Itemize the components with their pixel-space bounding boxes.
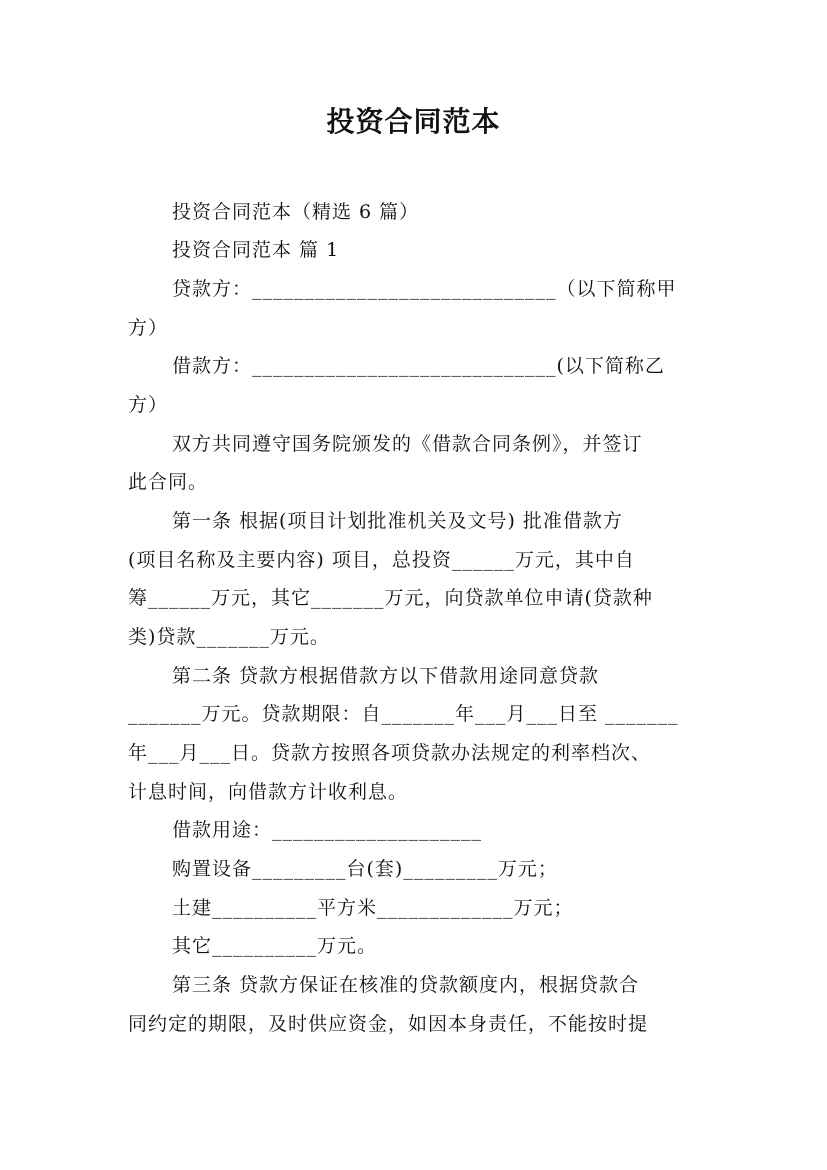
borrower-line: 借款方：_____________________________(以下简称乙 xyxy=(172,355,665,377)
article-3-line: 第三条 贷款方保证在核准的贷款额度内，根据贷款合 xyxy=(172,974,640,996)
article-1-line: 类)贷款_______万元。 xyxy=(128,626,330,648)
article-3-line: 同约定的期限，及时供应资金，如因本身责任，不能按时提 xyxy=(128,1013,649,1035)
section-heading: 投资合同范本 篇 1 xyxy=(172,239,340,261)
paragraph-line: 此合同。 xyxy=(128,471,209,493)
article-2-line: _______万元。贷款期限：自_______年___月___日至 _______ xyxy=(128,703,679,725)
paragraph-line: 双方共同遵守国务院颁发的《借款合同条例》，并签订 xyxy=(172,433,643,455)
article-1-line: 筹______万元，其它_______万元，向贷款单位申请(贷款种 xyxy=(128,587,653,609)
article-1-line: (项目名称及主要内容) 项目，总投资______万元，其中自 xyxy=(128,549,635,571)
lender-line-cont: 方） xyxy=(128,317,169,339)
article-1-line: 第一条 根据(项目计划批准机关及文号) 批准借款方 xyxy=(172,510,623,532)
article-2-line: 第二条 贷款方根据借款方以下借款用途同意贷款 xyxy=(172,665,600,687)
purpose-line: 土建__________平方米_____________万元； xyxy=(172,897,574,919)
purpose-line: 其它__________万元。 xyxy=(172,935,378,957)
document-title: 投资合同范本 xyxy=(326,105,501,138)
borrower-line-cont: 方） xyxy=(128,394,169,416)
article-2-line: 计息时间，向借款方计收利息。 xyxy=(128,781,409,803)
purpose-line: 借款用途：____________________ xyxy=(172,819,483,841)
article-2-line: 年___月___日。贷款方按照各项贷款办法规定的利率档次、 xyxy=(128,742,652,764)
lender-line: 贷款方：_____________________________（以下简称甲 xyxy=(172,278,677,300)
purpose-line: 购置设备_________台(套)_________万元； xyxy=(172,858,558,880)
subtitle-line: 投资合同范本（精选 6 篇） xyxy=(172,201,420,223)
